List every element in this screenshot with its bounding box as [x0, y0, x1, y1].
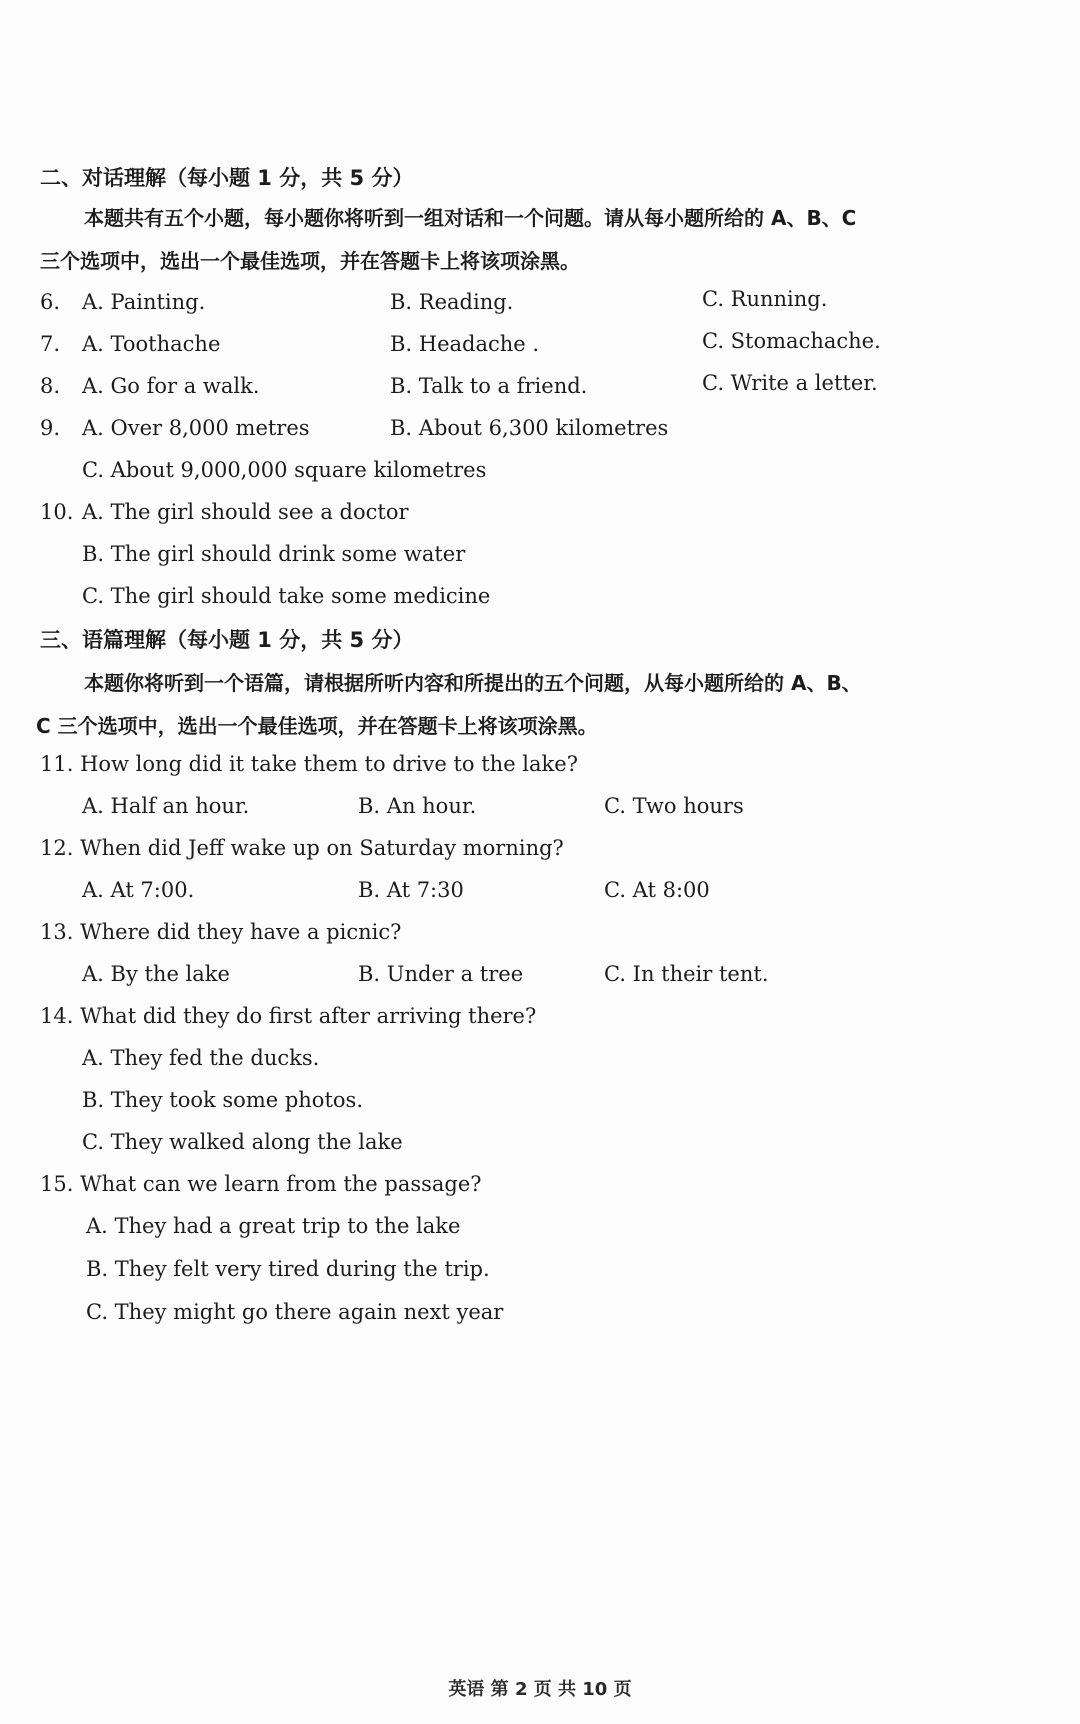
- question-14-text: 14. What did they do first after arriving there?: [40, 1004, 537, 1028]
- question-10-option-a: A. The girl should see a doctor: [82, 500, 409, 524]
- question-8-option-b: B. Talk to a friend.: [390, 374, 588, 398]
- question-15-option-b: B. They felt very tired during the trip.: [86, 1257, 490, 1281]
- question-9-option-a: A. Over 8,000 metres: [82, 416, 310, 440]
- question-8-number: 8.: [40, 374, 61, 398]
- question-12-option-c: C. At 8:00: [604, 878, 710, 902]
- question-9-number: 9.: [40, 416, 61, 440]
- question-13-option-a: A. By the lake: [82, 962, 230, 986]
- question-12-option-a: A. At 7:00.: [82, 878, 195, 902]
- question-6-number: 6.: [40, 290, 61, 314]
- section-2-instruction-line-2: 三个选项中，选出一个最佳选项，并在答题卡上将该项涂黑。: [40, 249, 580, 273]
- question-13-text: 13. Where did they have a picnic?: [40, 920, 402, 944]
- question-11-option-b: B. An hour.: [358, 794, 477, 818]
- question-11-option-c: C. Two hours: [604, 794, 744, 818]
- question-11-option-a: A. Half an hour.: [82, 794, 250, 818]
- question-7-option-b: B. Headache .: [390, 332, 540, 356]
- question-14-option-a: A. They fed the ducks.: [82, 1046, 320, 1070]
- question-7-option-c: C. Stomachache.: [702, 329, 881, 353]
- question-8-option-a: A. Go for a walk.: [82, 374, 260, 398]
- question-15-option-c: C. They might go there again next year: [86, 1300, 504, 1324]
- question-6-option-a: A. Painting.: [82, 290, 206, 314]
- question-7-option-a: A. Toothache: [82, 332, 221, 356]
- question-10-option-c: C. The girl should take some medicine: [82, 584, 491, 608]
- section-3-instruction-line-2: C 三个选项中，选出一个最佳选项，并在答题卡上将该项涂黑。: [36, 714, 598, 738]
- section-2-instruction-line-1: 本题共有五个小题，每小题你将听到一组对话和一个问题。请从每小题所给的 A、B、C: [84, 206, 857, 230]
- question-6-option-c: C. Running.: [702, 287, 828, 311]
- section-3-instruction-line-1: 本题你将听到一个语篇，请根据所听内容和所提出的五个问题，从每小题所给的 A、B、: [84, 671, 862, 695]
- section-2-heading: 二、对话理解（每小题 1 分，共 5 分）: [40, 166, 414, 190]
- section-3-heading: 三、语篇理解（每小题 1 分，共 5 分）: [40, 628, 414, 652]
- question-11-text: 11. How long did it take them to drive to the lake?: [40, 752, 578, 776]
- question-14-option-c: C. They walked along the lake: [82, 1130, 403, 1154]
- question-9-option-c: C. About 9,000,000 square kilometres: [82, 458, 487, 482]
- question-10-number: 10.: [40, 500, 74, 524]
- question-7-number: 7.: [40, 332, 61, 356]
- question-14-option-b: B. They took some photos.: [82, 1088, 363, 1112]
- question-15-text: 15. What can we learn from the passage?: [40, 1172, 482, 1196]
- question-8-option-c: C. Write a letter.: [702, 371, 878, 395]
- question-9-option-b: B. About 6,300 kilometres: [390, 416, 669, 440]
- question-13-option-b: B. Under a tree: [358, 962, 524, 986]
- question-6-option-b: B. Reading.: [390, 290, 514, 314]
- question-13-option-c: C. In their tent.: [604, 962, 769, 986]
- question-12-text: 12. When did Jeff wake up on Saturday morning?: [40, 836, 564, 860]
- question-10-option-b: B. The girl should drink some water: [82, 542, 466, 566]
- page-footer: 英语 第 2 页 共 10 页: [448, 1679, 632, 1700]
- question-15-option-a: A. They had a great trip to the lake: [86, 1214, 461, 1238]
- question-12-option-b: B. At 7:30: [358, 878, 464, 902]
